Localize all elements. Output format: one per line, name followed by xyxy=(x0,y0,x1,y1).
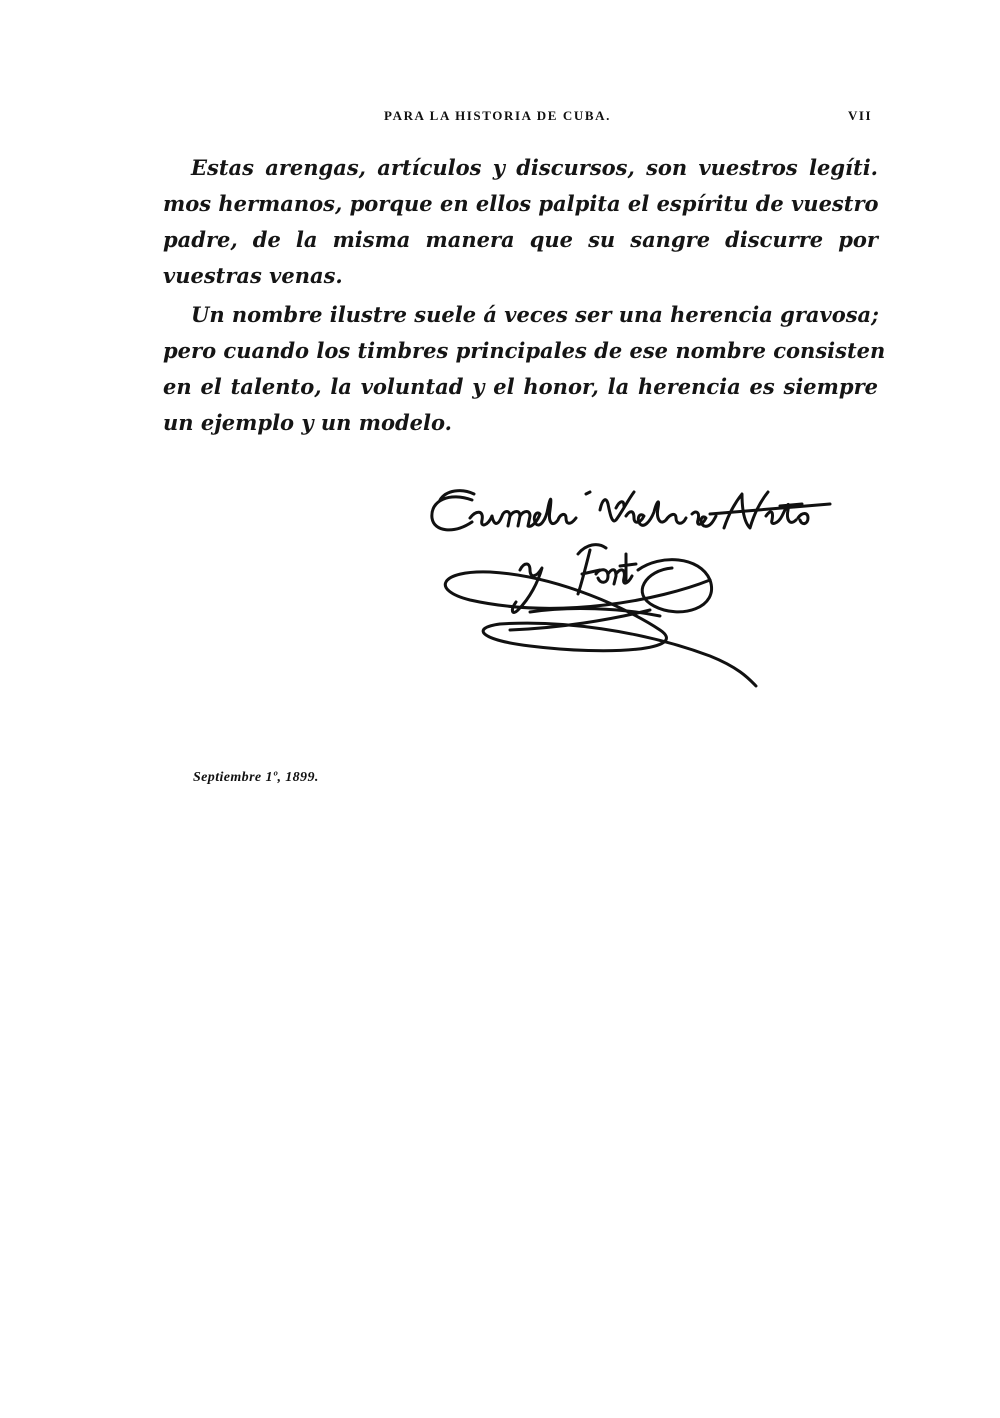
page-number: VII xyxy=(848,108,873,123)
running-title: PARA LA HISTORIA DE CUBA. xyxy=(384,108,611,123)
text-line: Estas arengas, artículos y discursos, son vuestros legíti. xyxy=(191,155,878,180)
paragraph-2 xyxy=(163,297,886,441)
text-line: Un nombre ilustre suele á veces ser una herencia gravosa; xyxy=(191,302,879,327)
text-line: vuestras venas. xyxy=(163,263,343,288)
text-line: padre, de la misma manera que su sangre discurre por xyxy=(163,227,878,252)
text-line: un ejemplo y un modelo. xyxy=(163,410,452,435)
handwritten-signature xyxy=(410,470,870,710)
text-line: pero cuando los timbres principales de ese nombre consisten xyxy=(163,338,886,363)
paragraph-1 xyxy=(163,150,878,294)
text-line: mos hermanos, porque en ellos palpita el espíritu de vuestro xyxy=(163,191,879,216)
date-line: Septiembre 1º, 1899. xyxy=(193,770,319,785)
body-text xyxy=(163,150,886,441)
running-head xyxy=(0,108,1000,128)
text-line: en el talento, la voluntad y el honor, la herencia es siempre xyxy=(163,374,878,399)
